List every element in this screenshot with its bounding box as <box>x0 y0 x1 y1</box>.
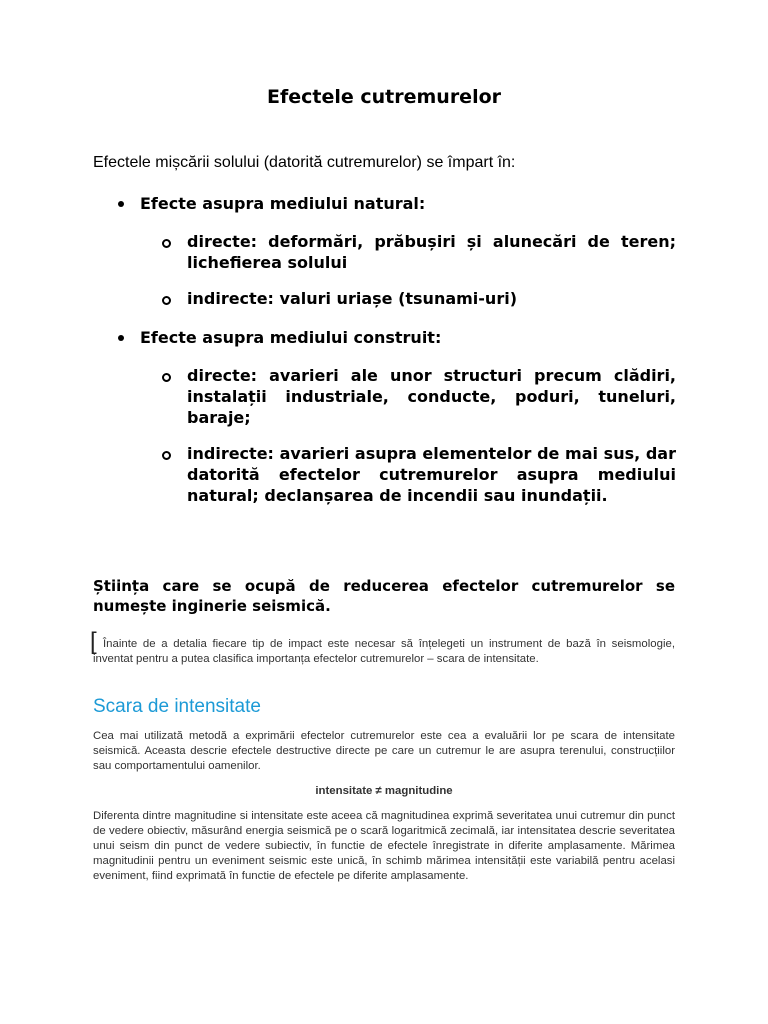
section-title: Scara de intensitate <box>93 696 261 717</box>
bullet-group-label: Efecte asupra mediului natural: <box>140 194 426 213</box>
bullet-group-label: Efecte asupra mediului construit: <box>140 328 442 347</box>
bullet-circle-icon <box>162 451 171 460</box>
paragraph-intro: Înainte de a detalia fiecare tip de impact este necesar să înțelegeti un instrument de bază în seismologie, inventat pentru a putea clasifica importanța efectelor cutremurelor – scara de intensitate. <box>93 638 675 665</box>
bullet-circle-icon <box>162 373 171 382</box>
science-statement: Știința care se ocupă de reducerea efectelor cutremurelor se numește inginerie seismică. <box>93 577 675 615</box>
bullet-circle-icon <box>162 296 171 305</box>
list-item-text: directe: avarieri ale unor structuri precum clădiri, instalații industriale, conducte, poduri, tuneluri, baraje; <box>187 366 676 427</box>
intro-text: Efectele mișcării solului (datorită cutremurelor) se împart în: <box>93 154 516 171</box>
list-item-text: indirecte: avarieri asupra elementelor de mai sus, dar datorită efectelor cutremurelor asupra mediului natural; declanșarea de incendii sau inundații. <box>187 444 676 505</box>
paragraph-difference: Diferenta dintre magnitudine si intensitate este aceea că magnitudinea exprimă severitatea unui cutremur din punct de vedere obiectiv, măsurând energia seismică pe o scară logaritmică zecimală, iar intensitatea descrie severitatea unui seism din punct de vedere subiectiv, în functie de efectele înregistrate in diferite amplasamente. Mărimea magnitudinii pentru un eveniment seismic este unică, în schimb mărimea intensității este variabilă pentru acelasi eveniment, fiind exprimată în functie de efectele pe diferite amplasamente. <box>93 810 675 882</box>
bullet-circle-icon <box>162 239 171 248</box>
bullet-dot-icon <box>118 201 124 207</box>
page-title: Efectele cutremurelor <box>266 86 502 108</box>
bullet-dot-icon <box>118 335 124 341</box>
formula-text: intensitate ≠ magnitudine <box>315 785 453 797</box>
list-item-text: directe: deformări, prăbușiri și alunecări de teren; lichefierea solului <box>187 232 676 272</box>
bracket-mark: [ <box>90 628 97 655</box>
paragraph-scale: Cea mai utilizată metodă a exprimării efectelor cutremurelor este cea a evaluării lor pe scara de intensitate seismică. Aceasta descrie efectele destructive directe pe care un cutremur le are asupra terenului, construcțiilor sau comportamentului oamenilor. <box>93 730 675 772</box>
list-item-text: indirecte: valuri uriașe (tsunami-uri) <box>187 289 517 308</box>
